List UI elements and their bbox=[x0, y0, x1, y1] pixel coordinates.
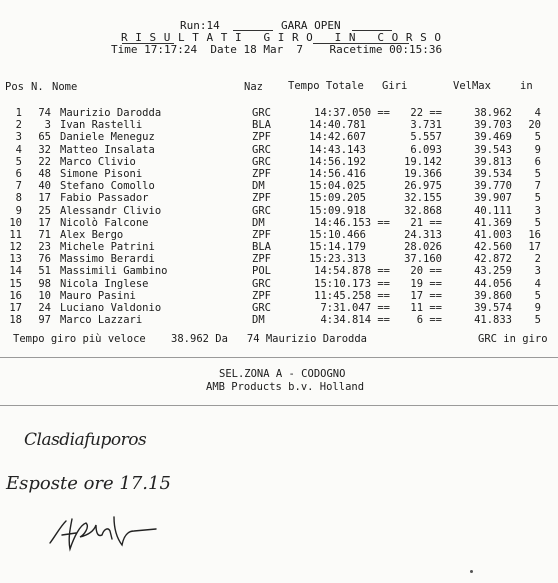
cell-name: Marco Clivio bbox=[60, 155, 136, 168]
cell-num: 76 bbox=[38, 253, 51, 266]
cell-name: Fabio Passador bbox=[60, 192, 149, 205]
cell-name: Simone Pisoni bbox=[60, 167, 143, 180]
cell-in: 5 bbox=[534, 131, 541, 144]
divider-bottom bbox=[0, 405, 558, 406]
column-header-naz: Naz bbox=[244, 81, 263, 93]
race-name: GARA OPEN bbox=[281, 19, 341, 32]
cell-in: 17 bbox=[528, 241, 541, 254]
fastest-lap: Tempo giro più veloce 38.962 Da 74 Maurizio Darodda bbox=[13, 333, 368, 345]
table-row bbox=[0, 144, 558, 156]
cell-naz: ZPF bbox=[252, 167, 271, 180]
table-row bbox=[0, 107, 558, 119]
table-row bbox=[0, 180, 558, 192]
cell-time: 14:56.416 bbox=[309, 167, 366, 180]
cell-laps: 11 == bbox=[410, 302, 442, 314]
cell-name: Daniele Meneguz bbox=[60, 131, 155, 144]
cell-in: 5 bbox=[534, 192, 541, 205]
cell-vel: 39.703 bbox=[474, 119, 512, 132]
cell-pos: 1 bbox=[15, 107, 22, 119]
cell-laps: 22 == bbox=[410, 107, 442, 119]
cell-in: 5 bbox=[534, 314, 541, 327]
cell-num: 22 bbox=[38, 155, 51, 168]
cell-pos: 7 bbox=[15, 180, 22, 193]
table-row bbox=[0, 119, 558, 131]
cell-time: 14:56.192 bbox=[309, 155, 366, 168]
cell-num: 48 bbox=[38, 167, 51, 180]
cell-laps: 21 == bbox=[410, 216, 442, 229]
cell-num: 65 bbox=[38, 131, 51, 144]
table-row bbox=[0, 131, 558, 143]
cell-num: 17 bbox=[38, 192, 51, 205]
cell-num: 71 bbox=[38, 228, 51, 241]
cell-name: Maurizio Darodda bbox=[60, 107, 162, 119]
cell-vel: 44.056 bbox=[474, 277, 512, 290]
cell-name: Ivan Rastelli bbox=[60, 119, 143, 132]
cell-laps: 6.093 bbox=[410, 143, 442, 156]
column-header-pos: Pos bbox=[5, 81, 24, 93]
cell-vel: 39.770 bbox=[474, 180, 512, 193]
cell-vel: 42.560 bbox=[474, 241, 512, 254]
cell-name: Massimo Berardi bbox=[60, 253, 155, 266]
cell-num: 51 bbox=[38, 265, 51, 278]
cell-num: 98 bbox=[38, 277, 51, 290]
cell-naz: ZPF bbox=[252, 228, 271, 241]
cell-laps: 19.366 bbox=[404, 167, 442, 180]
cell-pos: 13 bbox=[9, 253, 22, 266]
cell-time: 14:54.878 == bbox=[314, 265, 390, 278]
cell-naz: GRC bbox=[252, 302, 271, 314]
time-date-racetime: Time 17:17:24 Date 18 Mar 7 Racetime 00:15:36 bbox=[111, 43, 443, 56]
cell-pos: 15 bbox=[9, 277, 22, 290]
table-row bbox=[0, 168, 558, 180]
fastest-lap-team: GRC in giro bbox=[478, 333, 548, 345]
cell-naz: DM bbox=[252, 180, 265, 193]
paper-speck bbox=[470, 570, 473, 573]
cell-naz: BLA bbox=[252, 241, 271, 254]
table-row bbox=[0, 265, 558, 277]
cell-laps: 20 == bbox=[410, 265, 442, 278]
cell-time: 14:40.781 bbox=[309, 119, 366, 132]
cell-num: 97 bbox=[38, 314, 51, 327]
cell-laps: 24.313 bbox=[404, 228, 442, 241]
cell-vel: 39.534 bbox=[474, 167, 512, 180]
cell-vel: 41.003 bbox=[474, 228, 512, 241]
cell-pos: 4 bbox=[15, 143, 22, 156]
cell-in: 2 bbox=[534, 253, 541, 266]
cell-pos: 8 bbox=[15, 192, 22, 205]
column-header-total-time: Tempo Totale bbox=[288, 80, 364, 92]
cell-vel: 40.111 bbox=[474, 204, 512, 217]
cell-vel: 39.860 bbox=[474, 289, 512, 302]
cell-time: 15:10.466 bbox=[309, 228, 366, 241]
cell-naz: GRC bbox=[252, 277, 271, 290]
cell-in: 4 bbox=[534, 277, 541, 290]
cell-in: 4 bbox=[534, 107, 541, 119]
cell-naz: DM bbox=[252, 216, 265, 229]
cell-naz: ZPF bbox=[252, 253, 271, 266]
table-row bbox=[0, 229, 558, 241]
cell-vel: 38.962 bbox=[474, 107, 512, 119]
cell-pos: 18 bbox=[9, 314, 22, 327]
table-row bbox=[0, 314, 558, 326]
cell-name: Matteo Insalata bbox=[60, 143, 155, 156]
cell-vel: 39.907 bbox=[474, 192, 512, 205]
cell-pos: 12 bbox=[9, 241, 22, 254]
cell-num: 25 bbox=[38, 204, 51, 217]
table-row bbox=[0, 156, 558, 168]
cell-laps: 5.557 bbox=[410, 131, 442, 144]
cell-naz: ZPF bbox=[252, 192, 271, 205]
cell-pos: 10 bbox=[9, 216, 22, 229]
cell-laps: 3.731 bbox=[410, 119, 442, 132]
cell-vel: 42.872 bbox=[474, 253, 512, 266]
table-row bbox=[0, 290, 558, 302]
cell-name: Stefano Comollo bbox=[60, 180, 155, 193]
cell-in: 3 bbox=[534, 265, 541, 278]
cell-vel: 39.469 bbox=[474, 131, 512, 144]
cell-in: 5 bbox=[534, 216, 541, 229]
cell-time: 14:43.143 bbox=[309, 143, 366, 156]
table-row bbox=[0, 278, 558, 290]
cell-pos: 16 bbox=[9, 289, 22, 302]
cell-pos: 11 bbox=[9, 228, 22, 241]
cell-vel: 43.259 bbox=[474, 265, 512, 278]
cell-naz: ZPF bbox=[252, 289, 271, 302]
column-header-laps: Giri bbox=[382, 80, 408, 92]
cell-pos: 3 bbox=[15, 131, 22, 144]
cell-name: Nicolò Falcone bbox=[60, 216, 149, 229]
handwritten-note-1: Clasdiafuporos bbox=[24, 430, 147, 450]
cell-in: 9 bbox=[534, 143, 541, 156]
cell-in: 16 bbox=[528, 228, 541, 241]
table-row bbox=[0, 217, 558, 229]
timing-vendor: AMB Products b.v. Holland bbox=[206, 381, 365, 393]
cell-naz: GRC bbox=[252, 204, 271, 217]
column-header-velmax: VelMax bbox=[453, 80, 491, 92]
cell-pos: 5 bbox=[15, 155, 22, 168]
table-row bbox=[0, 205, 558, 217]
cell-naz: POL bbox=[252, 265, 271, 278]
cell-time: 15:14.179 bbox=[309, 241, 366, 254]
divider-top bbox=[0, 357, 558, 358]
cell-time: 15:09.918 bbox=[309, 204, 366, 217]
cell-vel: 39.574 bbox=[474, 302, 512, 314]
cell-in: 6 bbox=[534, 155, 541, 168]
cell-in: 3 bbox=[534, 204, 541, 217]
cell-vel: 39.543 bbox=[474, 143, 512, 156]
cell-num: 32 bbox=[38, 143, 51, 156]
cell-laps: 19.142 bbox=[404, 155, 442, 168]
column-header-in: in bbox=[520, 80, 533, 92]
cell-naz: GRC bbox=[252, 155, 271, 168]
cell-in: 7 bbox=[534, 180, 541, 193]
cell-time: 14:37.050 == bbox=[314, 107, 390, 119]
cell-time: 14:46.153 == bbox=[314, 216, 390, 229]
column-header-name: Nome bbox=[52, 81, 78, 93]
cell-in: 5 bbox=[534, 289, 541, 302]
cell-laps: 32.868 bbox=[404, 204, 442, 217]
cell-vel: 41.369 bbox=[474, 216, 512, 229]
cell-num: 74 bbox=[38, 107, 51, 119]
cell-time: 15:04.025 bbox=[309, 180, 366, 193]
table-row bbox=[0, 192, 558, 204]
cell-num: 17 bbox=[38, 216, 51, 229]
cell-name: Mauro Pasini bbox=[60, 289, 136, 302]
cell-time: 15:10.173 == bbox=[314, 277, 390, 290]
cell-num: 24 bbox=[38, 302, 51, 314]
cell-naz: BLA bbox=[252, 119, 271, 132]
cell-laps: 26.975 bbox=[404, 180, 442, 193]
run-number: Run:14 bbox=[180, 19, 220, 32]
cell-naz: GRC bbox=[252, 143, 271, 156]
cell-time: 7:31.047 == bbox=[320, 302, 390, 314]
table-row bbox=[0, 302, 558, 314]
cell-vel: 41.833 bbox=[474, 314, 512, 327]
cell-in: 9 bbox=[534, 302, 541, 314]
signature bbox=[42, 505, 162, 555]
cell-time: 14:42.607 bbox=[309, 131, 366, 144]
cell-num: 23 bbox=[38, 241, 51, 254]
cell-pos: 14 bbox=[9, 265, 22, 278]
cell-pos: 2 bbox=[15, 119, 22, 132]
cell-time: 15:09.205 bbox=[309, 192, 366, 205]
organizer: SEL.ZONA A - CODOGNO bbox=[219, 368, 346, 380]
cell-in: 20 bbox=[528, 119, 541, 132]
handwritten-note-2: Esposte ore 17.15 bbox=[6, 473, 171, 494]
cell-pos: 6 bbox=[15, 167, 22, 180]
cell-name: Massimili Gambino bbox=[60, 265, 168, 278]
cell-name: Nicola Inglese bbox=[60, 277, 149, 290]
cell-laps: 37.160 bbox=[404, 253, 442, 266]
cell-laps: 28.026 bbox=[404, 241, 442, 254]
cell-name: Marco Lazzari bbox=[60, 314, 143, 327]
table-row bbox=[0, 241, 558, 253]
cell-laps: 17 == bbox=[410, 289, 442, 302]
cell-pos: 9 bbox=[15, 204, 22, 217]
table-row bbox=[0, 253, 558, 265]
cell-vel: 39.813 bbox=[474, 155, 512, 168]
results-title: R I S U L T A T I G I R O I N C O R S O bbox=[121, 31, 442, 44]
cell-time: 4:34.814 == bbox=[320, 314, 390, 327]
cell-time: 11:45.258 == bbox=[314, 289, 390, 302]
results-table bbox=[0, 107, 558, 326]
cell-naz: DM bbox=[252, 314, 265, 327]
column-header-number: N. bbox=[31, 81, 44, 93]
cell-name: Alessandr Clivio bbox=[60, 204, 162, 217]
cell-naz: ZPF bbox=[252, 131, 271, 144]
cell-laps: 32.155 bbox=[404, 192, 442, 205]
cell-name: Michele Patrini bbox=[60, 241, 155, 254]
cell-laps: 19 == bbox=[410, 277, 442, 290]
cell-laps: 6 == bbox=[416, 314, 442, 327]
cell-pos: 17 bbox=[9, 302, 22, 314]
cell-in: 5 bbox=[534, 167, 541, 180]
cell-time: 15:23.313 bbox=[309, 253, 366, 266]
cell-num: 3 bbox=[44, 119, 51, 132]
cell-name: Alex Bergo bbox=[60, 228, 124, 241]
cell-name: Luciano Valdonio bbox=[60, 302, 162, 314]
cell-num: 40 bbox=[38, 180, 51, 193]
cell-num: 10 bbox=[38, 289, 51, 302]
cell-naz: GRC bbox=[252, 107, 271, 119]
